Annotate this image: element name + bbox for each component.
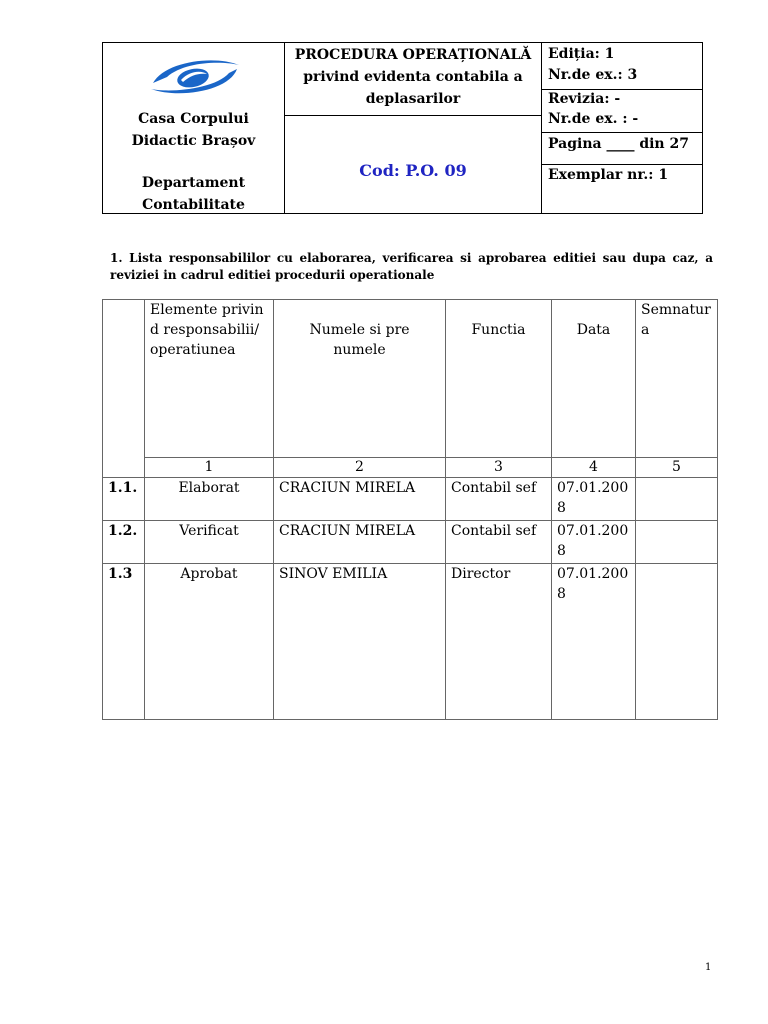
org-line-2: Didactic Brașov [131, 133, 256, 149]
title-line-3: deplasarilor [365, 91, 461, 107]
header-divider [541, 43, 542, 213]
column-index: 5 [636, 458, 718, 478]
row-signature [636, 478, 718, 521]
column-index: 4 [552, 458, 636, 478]
row-date: 07.01.2008 [552, 478, 636, 521]
page-count: Pagina ____ din 27 [548, 136, 689, 152]
column-index-row [103, 458, 718, 478]
edition-label: Ediția: 1 [548, 46, 615, 62]
revision-label: Revizia: - [548, 91, 621, 107]
row-function: Director [446, 564, 552, 720]
procedure-title [285, 44, 541, 110]
row-date: 07.01.2008 [552, 564, 636, 720]
row-name: CRACIUN MIRELA [274, 521, 446, 564]
row-number: 1.3 [103, 564, 145, 720]
header-divider [541, 89, 702, 90]
page-number: 1 [705, 962, 712, 973]
row-element: Elaborat [145, 478, 274, 521]
copies-count: Nr.de ex.: 3 [548, 67, 638, 83]
table-header-row [103, 300, 718, 458]
row-function: Contabil sef [446, 521, 552, 564]
organization-name [103, 108, 284, 152]
row-signature [636, 564, 718, 720]
dept-line-1: Departament [141, 175, 246, 191]
dept-line-2: Contabilitate [142, 197, 245, 213]
department-name [103, 172, 284, 216]
title-line-1: PROCEDURA OPERAȚIONALĂ [294, 47, 532, 63]
row-function: Contabil sef [446, 478, 552, 521]
column-header: Data [552, 300, 636, 458]
table-row [103, 521, 718, 564]
column-header [274, 300, 446, 458]
column-header: Functia [446, 300, 552, 458]
row-element: Verificat [145, 521, 274, 564]
row-name: SINOV EMILIA [274, 564, 446, 720]
row-number: 1.2. [103, 521, 145, 564]
table-row [103, 478, 718, 521]
row-date: 07.01.2008 [552, 521, 636, 564]
procedure-code: Cod: P.O. 09 [359, 161, 467, 180]
table-cell [103, 300, 145, 478]
header-divider [541, 132, 702, 133]
section-heading: 1. Lista responsabililor cu elaborarea, verificarea si aprobarea editiei sau dupa caz, a reviziei in cadrul editiei procedurii operationale [110, 251, 713, 282]
row-element: Aprobat [145, 564, 274, 720]
row-signature [636, 521, 718, 564]
header-divider [284, 115, 541, 116]
row-number: 1.1. [103, 478, 145, 521]
header-divider [541, 164, 702, 165]
title-line-2: privind evidenta contabila a [303, 69, 523, 85]
row-name: CRACIUN MIRELA [274, 478, 446, 521]
revision-copies: Nr.de ex. : - [548, 111, 639, 127]
column-header: Semnatura [636, 300, 718, 458]
copy-number: Exemplar nr.: 1 [548, 167, 669, 183]
column-header: Elemente privind responsabilii/ operatiunea [145, 300, 274, 458]
document-header [102, 42, 703, 214]
column-index: 2 [274, 458, 446, 478]
ccd-brasov-logo-icon [145, 53, 245, 99]
column-index: 3 [446, 458, 552, 478]
org-line-1: Casa Corpului [138, 111, 249, 127]
responsibilities-table [102, 299, 718, 720]
table-row [103, 564, 718, 720]
column-index: 1 [145, 458, 274, 478]
column-header-text: Numele si prenumele [309, 322, 410, 358]
